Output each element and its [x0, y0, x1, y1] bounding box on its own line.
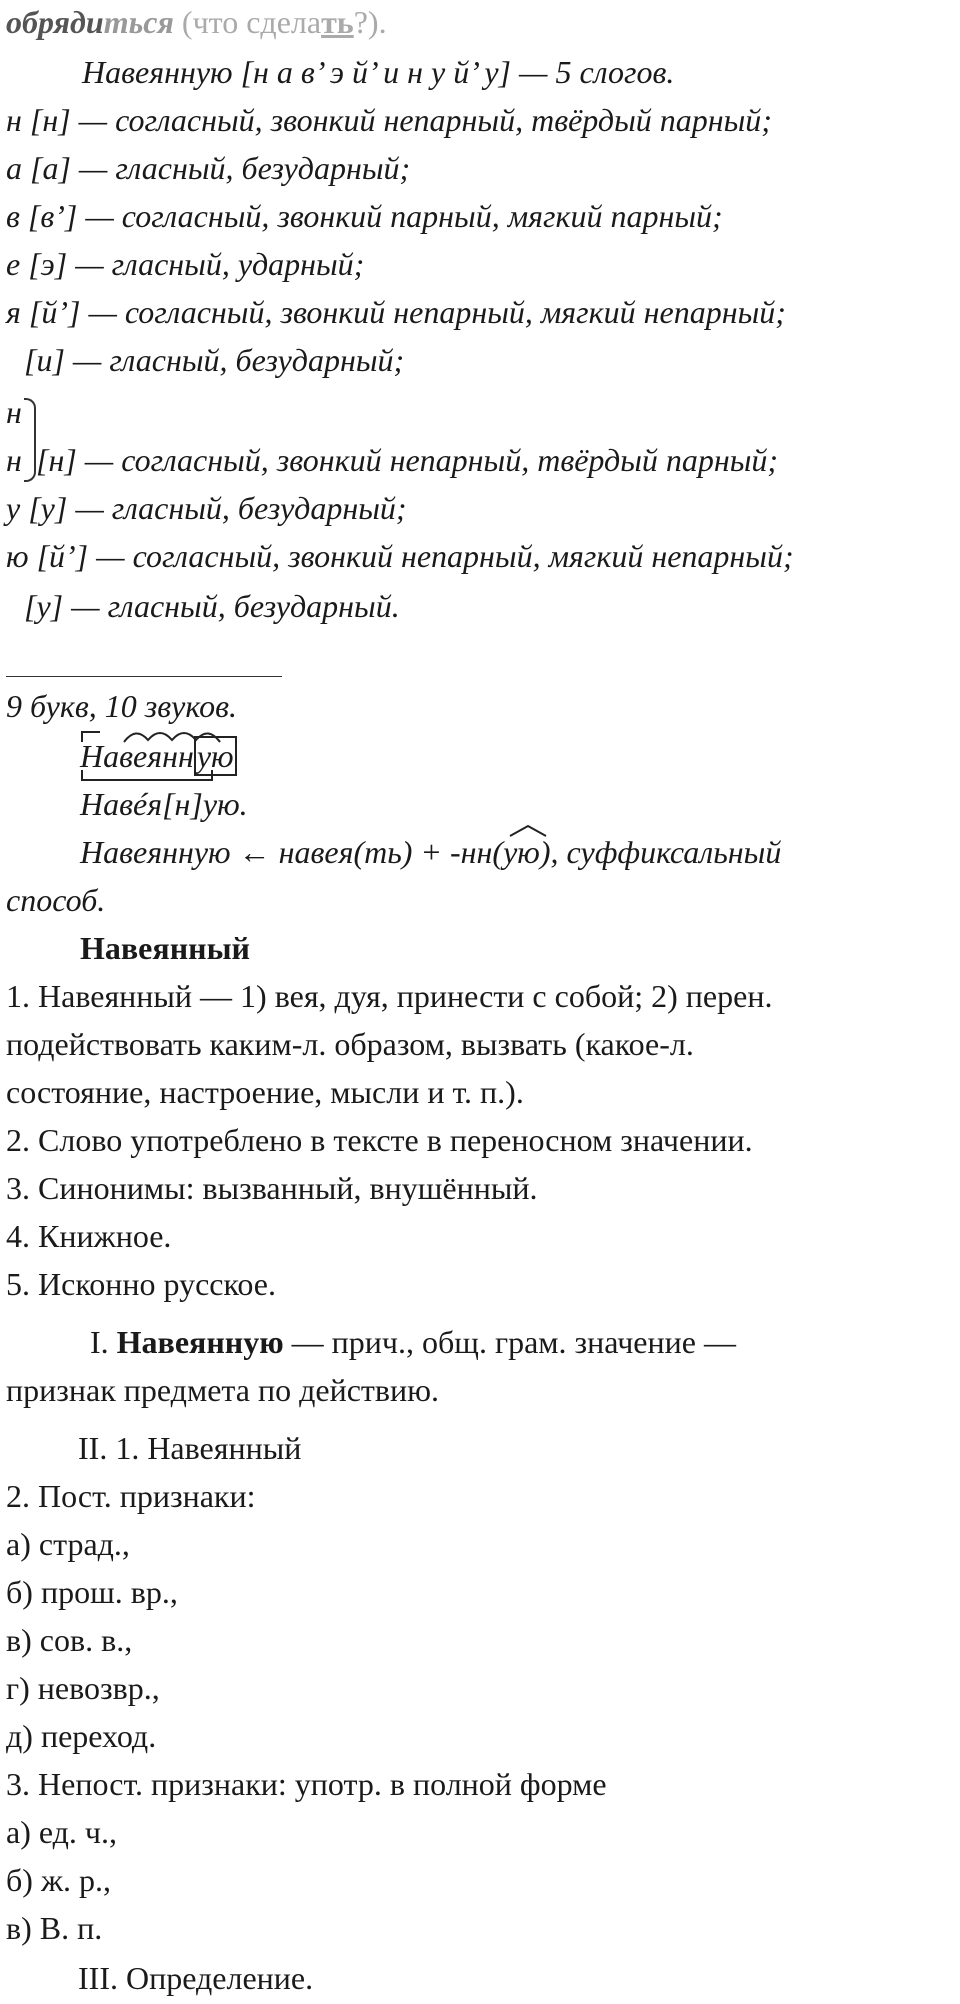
header-hint-underlined: ть: [321, 4, 354, 40]
intro-num: I.: [90, 1324, 109, 1360]
divider: [6, 676, 282, 677]
morph-line: 2. Пост. признаки:: [6, 1478, 256, 1514]
suffix-segment: нн: [162, 834, 194, 870]
derivation-word-end: ую: [193, 834, 231, 870]
derivation-word-prefix: Навея: [80, 834, 163, 870]
morph-line: а) ед. ч.,: [6, 1814, 118, 1850]
derivation-line: [80, 832, 781, 872]
phonetic-line: н [н] — согласный, звонкий непарный, твёрдый парный;: [6, 102, 772, 138]
lexical-title: Навеянный: [80, 930, 250, 966]
word-ending: ую: [194, 736, 237, 776]
lexical-item: состояние, настроение, мысли и т. п.).: [6, 1074, 524, 1110]
morph-line: а) страд.,: [6, 1526, 130, 1562]
derivation-rest: ← навея(ть) + -нн(ую), суффиксальный: [238, 834, 782, 870]
phonetic-summary: 9 букв, 10 звуков.: [6, 688, 237, 724]
stem-underline-icon: [80, 770, 214, 782]
morph-intro: [90, 1322, 736, 1362]
lexical-item: подействовать каким-л. образом, вызвать (какое-л.: [6, 1026, 694, 1062]
header-hint-prefix: (что сдела: [181, 4, 322, 40]
morph-intro-cont: признак предмета по действию.: [6, 1372, 440, 1408]
header-line: [6, 2, 387, 42]
phonetic-line: [н] — согласный, звонкий непарный, твёрдый парный;: [36, 442, 779, 478]
word-root: Навеянн: [80, 738, 194, 774]
header-hint-suffix: ?).: [353, 4, 387, 40]
morphemic-word: [80, 736, 237, 776]
morph-line: б) ж. р.,: [6, 1862, 112, 1898]
lexical-item: 4. Книжное.: [6, 1218, 172, 1254]
lexical-item: 5. Исконно русское.: [6, 1266, 276, 1302]
morph-line: б) прош. вр.,: [6, 1574, 178, 1610]
phonetic-line: е [э] — гласный, ударный;: [6, 246, 365, 282]
intro-word: Навеянную: [116, 1324, 284, 1360]
morph-line: в) В. п.: [6, 1910, 103, 1946]
phonetic-line-n1: н: [6, 394, 22, 430]
phonetic-line: в [в’] — согласный, звонкий парный, мягкий парный;: [6, 198, 723, 234]
morph-line: III. Определение.: [78, 1960, 314, 1996]
transcription: Навеянную [н а в’ э й’ и н у й’ у] — 5 слогов.: [82, 54, 675, 90]
morph-line: д) переход.: [6, 1718, 157, 1754]
phonetic-line: [и] — гласный, безударный;: [24, 342, 405, 378]
header-word: обряди: [6, 4, 104, 40]
phonetic-line: я [й’] — согласный, звонкий непарный, мягкий непарный;: [6, 294, 786, 330]
phonetic-line: у [у] — гласный, безударный;: [6, 490, 407, 526]
derivation-suffix-arc-icon: [508, 824, 548, 838]
brace-icon: [24, 398, 36, 482]
morph-line: 3. Непост. признаки: употр. в полной форме: [6, 1766, 607, 1802]
phonetic-line: а [а] — гласный, безударный;: [6, 150, 411, 186]
stress-line: Навéя[н]ую.: [80, 786, 248, 822]
morph-line: II. 1. Навеянный: [78, 1430, 302, 1466]
root-arc-icon: [80, 728, 230, 744]
intro-rest: — прич., общ. грам. значение —: [291, 1324, 736, 1360]
lexical-item: 3. Синонимы: вызванный, внушённый.: [6, 1170, 538, 1206]
phonetic-line: [у] — гласный, безударный.: [24, 588, 400, 624]
root-segment: [80, 736, 194, 776]
lexical-item: 2. Слово употреблено в тексте в переносном значении.: [6, 1122, 753, 1158]
header-word-ending: ться: [103, 4, 174, 40]
morph-line: г) невозвр.,: [6, 1670, 160, 1706]
phonetic-line-n2: н: [6, 442, 22, 478]
phonetic-line: ю [й’] — согласный, звонкий непарный, мягкий непарный;: [6, 538, 794, 574]
derivation-cont: способ.: [6, 882, 106, 918]
morph-line: в) сов. в.,: [6, 1622, 133, 1658]
lexical-item: 1. Навеянный — 1) вея, дуя, принести с собой; 2) перен.: [6, 978, 773, 1014]
